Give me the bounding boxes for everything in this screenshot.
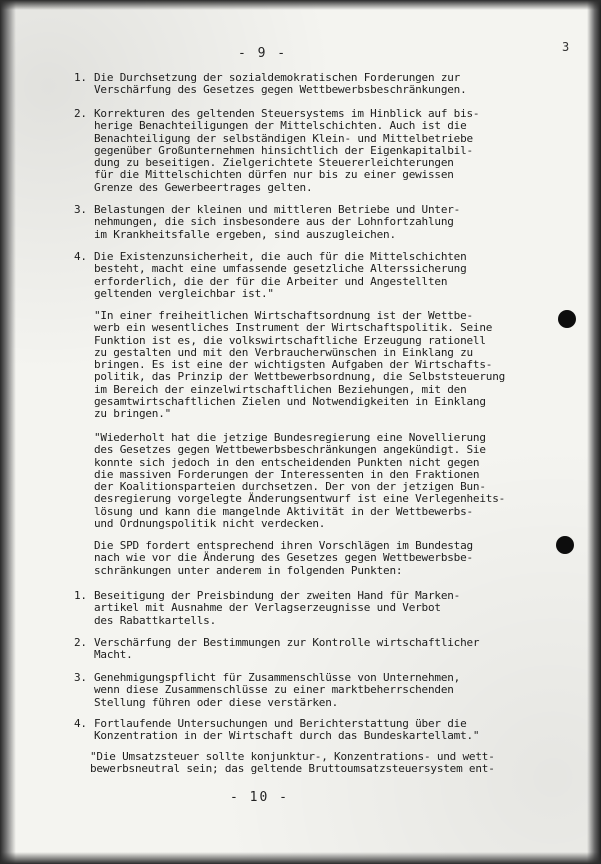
text-line: "Die Umsatzsteuer sollte konjunktur-, Konzentrations- und wett-: [90, 750, 495, 763]
text-line: Grenze des Gewerbeertrages gelten.: [94, 180, 313, 194]
scan-shadow-bottom: [0, 852, 601, 864]
text-line: gegenüber Großunternehmen hinsichtlich der Eigenkapitalbil-: [94, 143, 473, 157]
scan-shadow-top: [0, 0, 601, 10]
list1-item-2: [74, 107, 552, 194]
text-line: für die Mittelschichten dürfen nur bis zu einer gewissen: [94, 168, 454, 182]
text-line: im Krankheitsfalle ergeben, sind auszugleichen.: [94, 227, 396, 241]
list-number: 3.: [74, 203, 87, 216]
text-line: bringen. Es ist eine der wichtigsten Aufgaben der Wirtschafts-: [94, 358, 493, 372]
list-number: 2.: [74, 107, 87, 120]
list1-item-3: [74, 203, 552, 241]
text-line: Stellung führen oder diese verstärken.: [94, 695, 339, 709]
text-line: Genehmigungspflicht für Zusammenschlüsse von Unternehmen,: [94, 671, 461, 684]
paragraph-spd-demands: [94, 540, 552, 577]
text-line: die massiven Forderungen der Interessenten in den Fraktionen: [94, 467, 480, 481]
list2-item-3: [74, 671, 552, 709]
corner-mark: 3: [562, 40, 570, 54]
text-line: schränkungen unter anderem in folgenden Punkten:: [94, 563, 403, 577]
list2-item-4: [74, 717, 552, 743]
text-line: der Koalitionsparteien durchsetzen. Der von der jetzigen Bun-: [94, 480, 486, 494]
text-line: Macht.: [94, 648, 133, 662]
text-line: politik, das Prinzip der Wettbewerbsordnung, die Selbststeuerung: [94, 370, 506, 384]
list-number: 4.: [74, 717, 87, 730]
text-line: nehmungen, die sich insbesondere aus der Lohnfortzahlung: [94, 215, 454, 229]
text-line: des Rabattkartells.: [94, 613, 217, 627]
punch-hole-top: [558, 310, 576, 328]
text-line: werb ein wesentliches Instrument der Wirtschaftspolitik. Seine: [94, 321, 493, 335]
paragraph-sales-tax: [90, 751, 548, 776]
text-line: geltenden vergleichbar ist.": [94, 286, 274, 300]
text-line: konnte sich jedoch in den entscheidenden Punkten nicht gegen: [94, 455, 480, 469]
text-line: und Ordnungspolitik nicht verdecken.: [94, 517, 326, 531]
page-number-bottom: - 10 -: [230, 790, 289, 805]
text-line: Die Existenzunsicherheit, die auch für die Mittelschichten: [94, 250, 467, 263]
text-line: Fortlaufende Untersuchungen und Berichterstattung über die: [94, 717, 467, 730]
list-number: 4.: [74, 250, 87, 263]
text-line: gesamtwirtschaftlichen Zielen und Notwendigkeiten in Einklang: [94, 395, 486, 409]
text-line: "In einer freiheitlichen Wirtschaftsordnung ist der Wettbe-: [94, 309, 473, 322]
list1-item-1: [74, 71, 552, 97]
paragraph-government: [94, 432, 552, 530]
list1-item-4: [74, 250, 552, 300]
text-line: Benachteiligung der selbständigen Klein- und Mittelbetriebe: [94, 131, 473, 145]
text-line: artikel mit Ausnahme der Verlagserzeugnisse und Verbot: [94, 601, 441, 615]
text-line: lösung und kann die mangelnde Aktivität in der Wettbewerbs-: [94, 504, 473, 518]
punch-hole-bottom: [556, 536, 574, 554]
text-line: herige Benachteiligungen der Mittelschichten. Auch ist die: [94, 119, 467, 133]
list2-item-1: [74, 589, 552, 627]
text-line: wenn diese Zusammenschlüsse zu einer marktbeherrschenden: [94, 683, 454, 697]
text-line: nach wie vor die Änderung des Gesetzes gegen Wettbewerbsbe-: [94, 551, 473, 565]
list2-item-2: [74, 636, 552, 662]
text-line: "Wiederholt hat die jetzige Bundesregierung eine Novellierung: [94, 431, 486, 444]
list-number: 2.: [74, 636, 87, 649]
text-line: des Gesetzes gegen Wettbewerbsbeschränkungen angekündigt. Sie: [94, 443, 486, 457]
text-line: Funktion ist es, die volkswirtschaftliche Erzeugung rationell: [94, 333, 486, 347]
text-line: Die SPD fordert entsprechend ihren Vorschlägen im Bundestag: [94, 539, 473, 552]
text-line: Beseitigung der Preisbindung der zweiten Hand für Marken-: [94, 589, 461, 602]
text-line: besteht, macht eine umfassende gesetzliche Alterssicherung: [94, 262, 467, 276]
text-line: desregierung vorgelegte Änderungsentwurf ist eine Verlegenheits-: [94, 492, 506, 506]
scan-shadow-left: [0, 0, 16, 864]
text-line: zu bringen.": [94, 407, 172, 421]
list-number: 1.: [74, 71, 87, 84]
text-line: Verschärfung des Gesetzes gegen Wettbewerbsbeschränkungen.: [94, 83, 467, 97]
text-line: Korrekturen des geltenden Steuersystems im Hinblick auf bis-: [94, 107, 480, 120]
text-line: bewerbsneutral sein; das geltende Bruttoumsatzsteuersystem ent-: [90, 762, 495, 776]
text-line: Belastungen der kleinen und mittleren Betriebe und Unter-: [94, 203, 461, 216]
text-line: Verschärfung der Bestimmungen zur Kontrolle wirtschaftlicher: [94, 636, 480, 649]
list-number: 1.: [74, 589, 87, 602]
paragraph-competition: [94, 310, 552, 421]
text-line: Konzentration in der Wirtschaft durch das Bundeskartellamt.": [94, 729, 480, 743]
text-line: erforderlich, die der für die Arbeiter und Angestellten: [94, 274, 448, 288]
text-line: dung zu beseitigen. Zielgerichtete Steuererleichterungen: [94, 156, 454, 170]
text-line: im Bereich der einzelwirtschaftlichen Beziehungen, mit den: [94, 382, 467, 396]
list-number: 3.: [74, 671, 87, 684]
text-line: zu gestalten und mit den Verbraucherwünschen in Einklang zu: [94, 345, 473, 359]
scan-shadow-right: [587, 0, 601, 864]
text-line: Die Durchsetzung der sozialdemokratischen Forderungen zur: [94, 71, 461, 84]
page-number-top: - 9 -: [238, 46, 288, 61]
